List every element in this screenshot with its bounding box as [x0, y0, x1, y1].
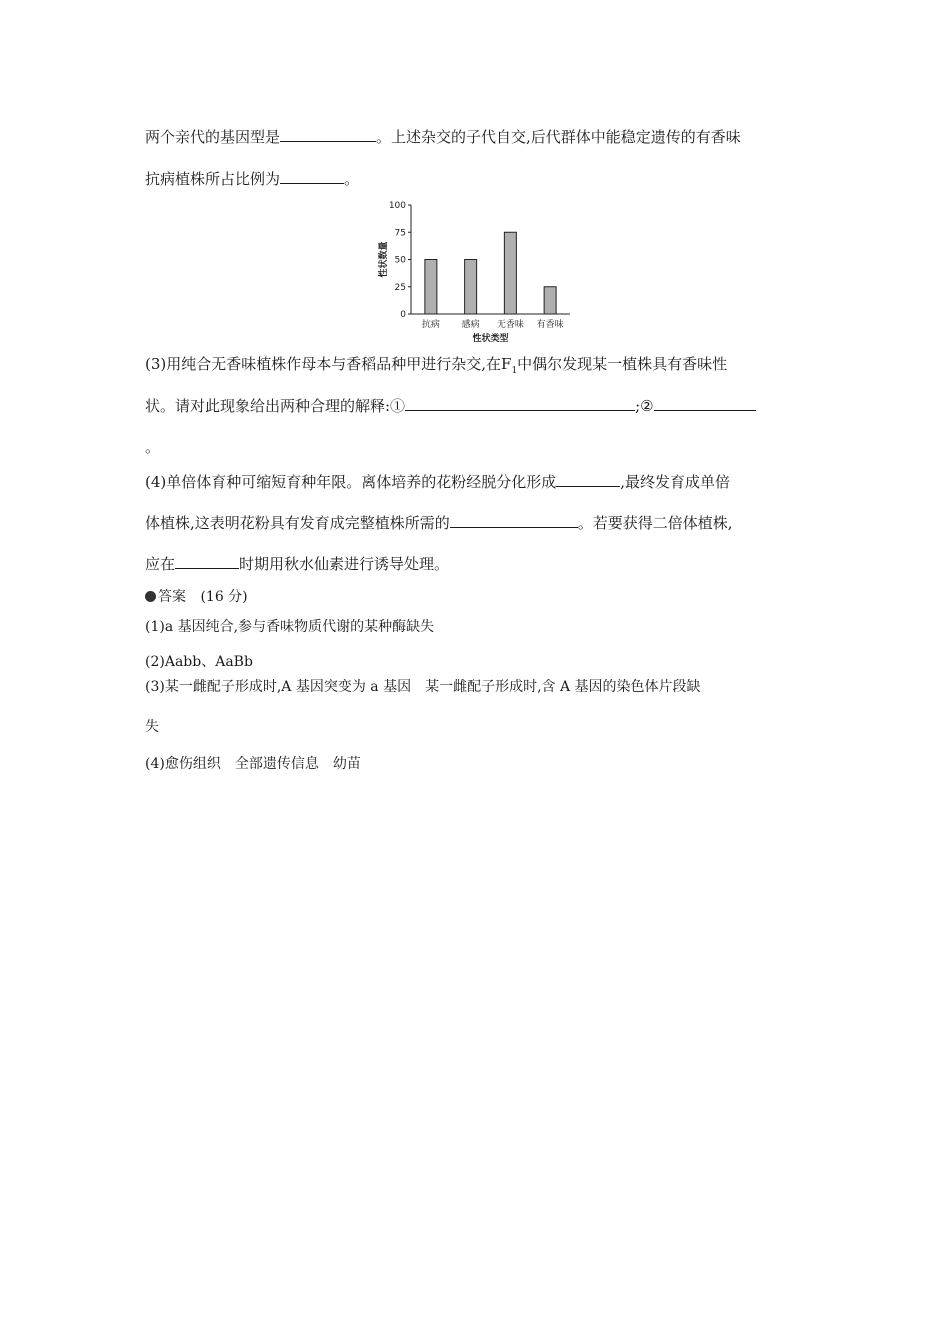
y-tick-label: 75 [394, 228, 406, 239]
x-axis-label: 性状类型 [472, 334, 509, 344]
bar [504, 232, 516, 314]
y-axis-label: 性状数量 [379, 241, 389, 278]
answer-blank[interactable] [654, 396, 756, 411]
q2-text: 。 [344, 170, 360, 188]
q3-text: ;② [635, 397, 654, 415]
answer-blank[interactable] [175, 554, 239, 569]
q2-text: 两个亲代的基因型是 [145, 128, 281, 146]
q4-text: 时期用秋水仙素进行诱导处理。 [239, 555, 450, 573]
answer-3-line-1: (3)某一雌配子形成时,A 基因突变为 a 基因 某一雌配子形成时,含 A 基因的染色体片段缺 [145, 679, 701, 695]
q2-line-2 [145, 169, 359, 189]
x-tick-label: 有香味 [536, 320, 564, 330]
trait-bar-chart [370, 196, 580, 346]
x-tick-label: 无香味 [496, 320, 524, 330]
answer-header [145, 587, 248, 607]
answer-badge-icon [145, 591, 156, 602]
answer-3-line-2: 失 [145, 719, 159, 735]
q4-text: ,最终发育成单倍 [620, 473, 731, 491]
y-tick-label: 50 [394, 255, 406, 266]
f1-subscript: 1 [511, 366, 518, 376]
answer-blank[interactable] [405, 396, 635, 411]
y-tick-label: 100 [388, 201, 406, 211]
q4-line-1 [145, 472, 730, 492]
q4-line-2 [145, 513, 733, 533]
q2-text: 。上述杂交的子代自交,后代群体中能稳定遗传的有香味 [376, 128, 741, 146]
q3-text: 。 [145, 438, 161, 456]
x-tick-label: 抗病 [421, 320, 440, 330]
bar [465, 260, 477, 315]
answer-4: (4)愈伤组织 全部遗传信息 幼苗 [145, 756, 361, 772]
answer-blank[interactable] [280, 127, 376, 142]
answer-blank[interactable] [450, 513, 578, 528]
q4-text: 。若要获得二倍体植株, [577, 514, 733, 532]
answer-1: (1)a 基因纯合,参与香味物质代谢的某种酶缺失 [145, 619, 435, 635]
y-tick-label: 25 [394, 282, 406, 293]
bar [425, 260, 437, 315]
q3-line-3 [145, 437, 160, 457]
q3-line-1 [145, 354, 727, 381]
q4-text: (4)单倍体育种可缩短育种年限。离体培养的花粉经脱分化形成 [145, 473, 557, 491]
answer-2: (2)Aabb、AaBb [145, 654, 253, 670]
q4-text: 应在 [145, 555, 176, 573]
answer-blank[interactable] [556, 472, 620, 487]
y-tick-label: 0 [400, 310, 406, 320]
bar [544, 287, 556, 314]
answer-blank[interactable] [280, 169, 344, 184]
q4-text: 体植株,这表明花粉具有发育成完整植株所需的 [145, 514, 450, 532]
q3-text: 中偶尔发现某一植株具有香味性 [517, 355, 728, 373]
q2-line-1 [145, 127, 741, 147]
q2-text: 抗病植株所占比例为 [145, 170, 281, 188]
q3-text: (3)用纯合无香味植株作母本与香稻品种甲进行杂交,在F [145, 355, 512, 373]
x-tick-label: 感病 [461, 320, 480, 330]
answer-title: 答案 [158, 589, 186, 605]
q4-line-3 [145, 554, 449, 574]
q3-line-2 [145, 396, 756, 416]
answer-score: (16 分) [200, 589, 248, 605]
q3-text: 状。请对此现象给出两种合理的解释:① [145, 397, 406, 415]
